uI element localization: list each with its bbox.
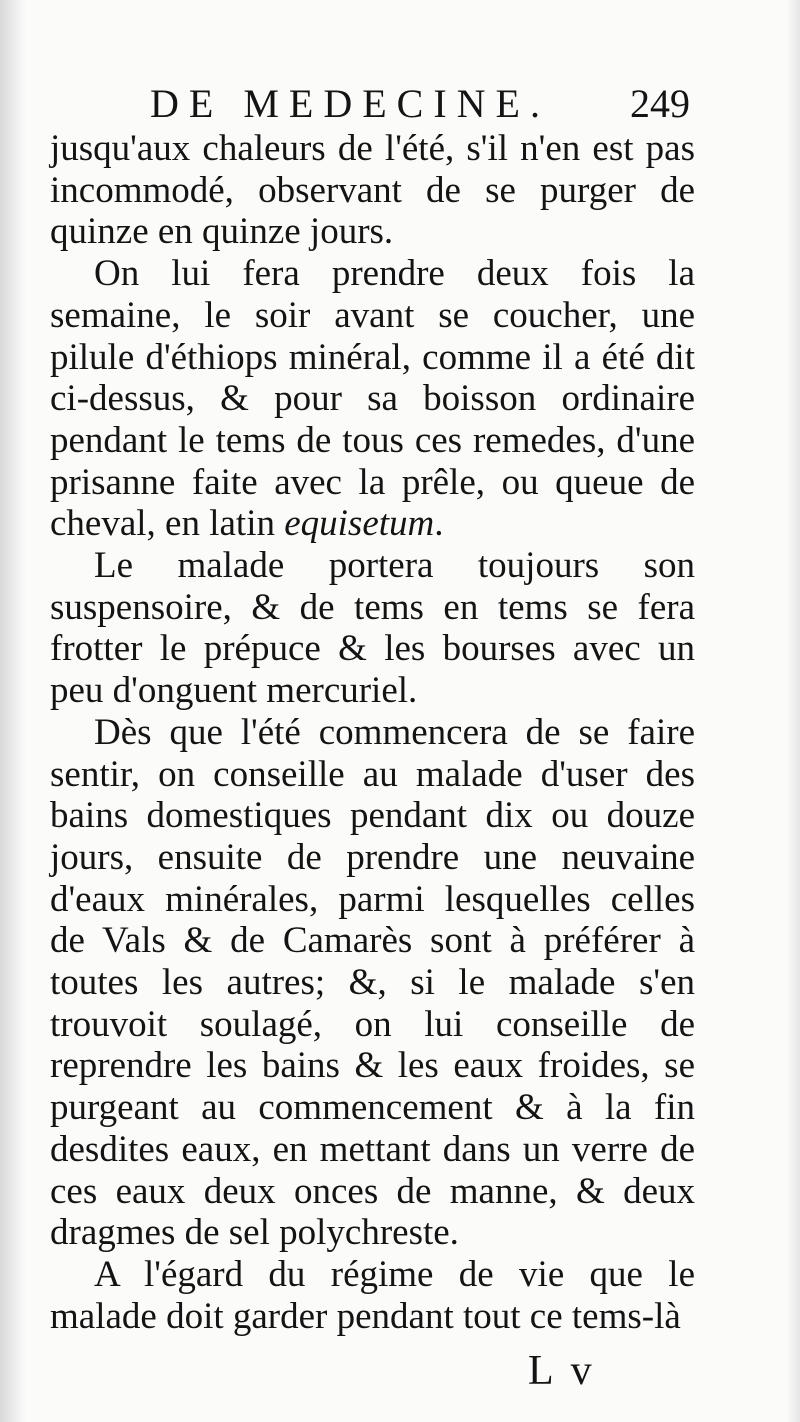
paragraph-regime: A l'égard du régime de vie que le malade doit garder pendant tout ce tems-là <box>50 1253 695 1337</box>
page-edge-shadow <box>786 0 800 1422</box>
paragraph-text: On lui fera prendre deux fois la semaine, le soir avant se coucher, une pilule d'éthiops minéral, comme il a été dit ci-dessus, & pour sa boisson ordinaire pendant le tems de tous ces remedes, d'une prisanne faite avec la prêle, ou queue de cheval, en latin <box>50 253 695 545</box>
paragraph-continuation: jusqu'aux chaleurs de l'été, s'il n'en est pas incommodé, observant de se purger de quinze en quinze jours. <box>50 128 695 253</box>
signature-mark: L v <box>528 1348 596 1394</box>
paragraph-text-end: . <box>434 503 444 545</box>
latin-term: equisetum <box>284 503 435 545</box>
body-text <box>50 128 695 1337</box>
paragraph-ethiops <box>50 253 695 545</box>
page-number: 249 <box>630 81 690 126</box>
page-header <box>150 76 690 132</box>
paragraph-suspensoire: Le malade portera toujours son suspensoire, & de tems en tems se fera frotter le prépuce & les bourses avec un peu d'onguent mercuriel. <box>50 545 695 712</box>
gutter-shadow <box>0 0 26 1422</box>
paragraph-bains: Dès que l'été commencera de se faire sentir, on conseille au malade d'user des bains domestiques pendant dix ou douze jours, ensuite de prendre une neuvaine d'eaux minérales, parmi lesquelles celles de Vals & de Camarès sont à préférer à toutes les autres; &, si le malade s'en trouvoit soulagé, on lui conseille de reprendre les bains & les eaux froides, se purgeant au commencement & à la fin desdites eaux, en mettant dans un verre de ces eaux deux onces de manne, & deux dragmes de sel polychreste. <box>50 711 695 1254</box>
running-title: DE MEDECINE. <box>150 81 550 126</box>
